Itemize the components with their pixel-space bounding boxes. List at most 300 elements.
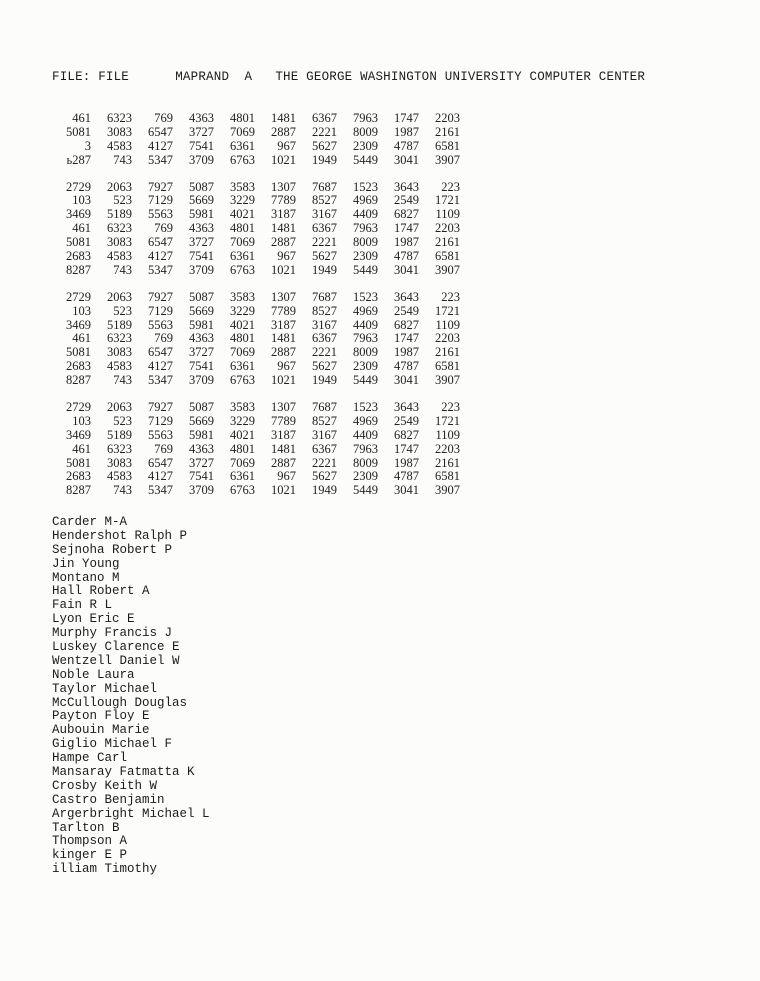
number-cell: 6361 bbox=[230, 469, 255, 484]
number-cell: 6547 bbox=[148, 124, 173, 139]
number-cell: 6323 bbox=[107, 331, 132, 346]
number-row bbox=[50, 429, 460, 443]
page-header bbox=[52, 70, 645, 84]
number-cell: 3907 bbox=[435, 373, 460, 388]
number-cell: 7927 bbox=[148, 400, 173, 415]
list-item: kinger E P bbox=[52, 848, 128, 863]
number-cell: 8287 bbox=[66, 262, 91, 277]
number-row bbox=[50, 181, 460, 195]
list-item: Mansaray Fatmatta K bbox=[52, 765, 195, 780]
number-cell: 2221 bbox=[312, 235, 337, 250]
number-cell: 7963 bbox=[353, 111, 378, 125]
number-cell: 2203 bbox=[435, 111, 460, 125]
number-cell: 2683 bbox=[66, 469, 91, 484]
number-cell: 6367 bbox=[312, 111, 337, 125]
number-cell: 8009 bbox=[353, 345, 378, 360]
number-cell: 5449 bbox=[353, 152, 378, 167]
number-cell: 2221 bbox=[312, 455, 337, 470]
number-cell: 2203 bbox=[435, 441, 460, 456]
list-item: Hampe Carl bbox=[52, 751, 128, 766]
number-cell: 1481 bbox=[271, 331, 296, 346]
number-cell: 5347 bbox=[148, 483, 173, 498]
number-cell: 3167 bbox=[312, 317, 337, 332]
number-cell: 743 bbox=[113, 483, 132, 498]
number-cell: 1307 bbox=[271, 179, 296, 194]
number-cell: 4787 bbox=[394, 359, 419, 374]
number-cell: 3083 bbox=[107, 345, 132, 360]
number-cell: 4021 bbox=[230, 427, 255, 442]
list-item: Aubouin Marie bbox=[52, 723, 150, 738]
number-row bbox=[50, 443, 460, 457]
number-cell: 1523 bbox=[353, 289, 378, 304]
number-cell: 5669 bbox=[189, 303, 214, 318]
number-cell: 1307 bbox=[271, 289, 296, 304]
number-cell: 4583 bbox=[107, 138, 132, 153]
number-cell: 2683 bbox=[66, 249, 91, 264]
number-cell: 2203 bbox=[435, 221, 460, 236]
number-cell: 6581 bbox=[435, 138, 460, 153]
number-block bbox=[50, 291, 460, 388]
list-item: Wentzell Daniel W bbox=[52, 653, 180, 668]
number-cell: 4801 bbox=[230, 441, 255, 456]
number-cell: 2549 bbox=[394, 303, 419, 318]
number-cell: 5981 bbox=[189, 317, 214, 332]
number-cell: 1987 bbox=[394, 455, 419, 470]
number-cell: 5347 bbox=[148, 262, 173, 277]
number-cell: 2063 bbox=[107, 400, 132, 415]
number-cell: 1109 bbox=[435, 317, 460, 332]
number-cell: 1987 bbox=[394, 235, 419, 250]
number-cell: 8009 bbox=[353, 455, 378, 470]
number-cell: 6581 bbox=[435, 469, 460, 484]
number-cell: 6361 bbox=[230, 359, 255, 374]
number-cell: 3583 bbox=[230, 289, 255, 304]
number-row bbox=[50, 126, 460, 140]
number-cell: 6367 bbox=[312, 221, 337, 236]
number-cell: 4363 bbox=[189, 331, 214, 346]
number-cell: 3229 bbox=[230, 303, 255, 318]
number-row bbox=[50, 222, 460, 236]
number-cell: 4127 bbox=[148, 249, 173, 264]
number-cell: 7069 bbox=[230, 455, 255, 470]
number-cell: 2887 bbox=[271, 124, 296, 139]
number-cell: 3083 bbox=[107, 235, 132, 250]
number-cell: 5081 bbox=[66, 345, 91, 360]
number-cell: 5449 bbox=[353, 373, 378, 388]
number-cell: 4127 bbox=[148, 359, 173, 374]
name-list bbox=[52, 516, 210, 877]
number-cell: 1021 bbox=[271, 483, 296, 498]
number-cell: 7541 bbox=[189, 138, 214, 153]
number-cell: 2729 bbox=[66, 179, 91, 194]
number-cell: 5669 bbox=[189, 413, 214, 428]
number-cell: 7687 bbox=[312, 179, 337, 194]
number-cell: 6763 bbox=[230, 483, 255, 498]
number-cell: 1949 bbox=[312, 483, 337, 498]
number-cell: 1747 bbox=[394, 221, 419, 236]
number-cell: 3187 bbox=[271, 207, 296, 222]
number-cell: 3083 bbox=[107, 124, 132, 139]
number-cell: 4363 bbox=[189, 221, 214, 236]
number-cell: 2887 bbox=[271, 235, 296, 250]
number-cell: 3643 bbox=[394, 289, 419, 304]
number-cell: 7129 bbox=[148, 413, 173, 428]
list-item: Argerbright Michael L bbox=[52, 806, 210, 821]
number-cell: 7963 bbox=[353, 331, 378, 346]
number-cell: 1021 bbox=[271, 373, 296, 388]
number-cell: 6367 bbox=[312, 441, 337, 456]
number-cell: 5087 bbox=[189, 400, 214, 415]
number-cell: 1481 bbox=[271, 111, 296, 125]
number-cell: 1747 bbox=[394, 111, 419, 125]
number-cell: 1481 bbox=[271, 441, 296, 456]
number-cell: 5449 bbox=[353, 483, 378, 498]
number-cell: 5627 bbox=[312, 138, 337, 153]
number-cell: 6361 bbox=[230, 138, 255, 153]
number-cell: 6323 bbox=[107, 221, 132, 236]
number-row bbox=[50, 360, 460, 374]
number-cell: 3907 bbox=[435, 262, 460, 277]
number-cell: 6323 bbox=[107, 111, 132, 125]
number-cell: 4583 bbox=[107, 469, 132, 484]
number-cell: 4127 bbox=[148, 138, 173, 153]
number-cell: 1109 bbox=[435, 427, 460, 442]
number-cell: ь287 bbox=[66, 152, 91, 167]
number-cell: 1523 bbox=[353, 179, 378, 194]
number-cell: 4021 bbox=[230, 317, 255, 332]
list-item: Tarlton B bbox=[52, 820, 120, 835]
number-cell: 4787 bbox=[394, 469, 419, 484]
number-cell: 3907 bbox=[435, 152, 460, 167]
number-cell: 4583 bbox=[107, 359, 132, 374]
number-cell: 769 bbox=[154, 111, 173, 125]
number-row bbox=[50, 457, 460, 471]
number-row bbox=[50, 236, 460, 250]
number-cell: 4787 bbox=[394, 249, 419, 264]
number-cell: 5189 bbox=[107, 317, 132, 332]
number-cell: 223 bbox=[441, 179, 460, 194]
number-cell: 3 bbox=[84, 138, 91, 153]
number-cell: 4409 bbox=[353, 317, 378, 332]
number-cell: 2063 bbox=[107, 179, 132, 194]
number-cell: 2221 bbox=[312, 345, 337, 360]
number-row bbox=[50, 415, 460, 429]
number-cell: 5627 bbox=[312, 359, 337, 374]
number-cell: 4801 bbox=[230, 111, 255, 125]
number-cell: 3727 bbox=[189, 455, 214, 470]
number-cell: 2161 bbox=[435, 235, 460, 250]
number-cell: 5563 bbox=[148, 427, 173, 442]
number-cell: 6763 bbox=[230, 373, 255, 388]
number-cell: 1021 bbox=[271, 262, 296, 277]
number-cell: 1949 bbox=[312, 152, 337, 167]
list-item: Crosby Keith W bbox=[52, 778, 158, 793]
number-cell: 7789 bbox=[271, 413, 296, 428]
number-cell: 6581 bbox=[435, 249, 460, 264]
number-cell: 2549 bbox=[394, 193, 419, 208]
program-name: MAPRAND A bbox=[175, 70, 253, 84]
number-cell: 223 bbox=[441, 400, 460, 415]
list-item: Jin Young bbox=[52, 556, 120, 571]
list-item: Luskey Clarence E bbox=[52, 640, 180, 655]
number-block bbox=[50, 112, 460, 168]
number-cell: 5449 bbox=[353, 262, 378, 277]
list-item: illiam Timothy bbox=[52, 862, 158, 877]
number-block bbox=[50, 401, 460, 498]
list-item: Murphy Francis J bbox=[52, 626, 173, 641]
number-cell: 5981 bbox=[189, 207, 214, 222]
number-cell: 7687 bbox=[312, 289, 337, 304]
number-cell: 3583 bbox=[230, 179, 255, 194]
number-row bbox=[50, 305, 460, 319]
number-cell: 1721 bbox=[435, 413, 460, 428]
number-cell: 7069 bbox=[230, 235, 255, 250]
number-cell: 6323 bbox=[107, 441, 132, 456]
number-row bbox=[50, 140, 460, 154]
number-cell: 5347 bbox=[148, 373, 173, 388]
number-row bbox=[50, 484, 460, 498]
number-cell: 3187 bbox=[271, 427, 296, 442]
number-cell: 3709 bbox=[189, 373, 214, 388]
number-cell: 1987 bbox=[394, 345, 419, 360]
number-cell: 3229 bbox=[230, 193, 255, 208]
number-cell: 3469 bbox=[66, 427, 91, 442]
number-cell: 7069 bbox=[230, 124, 255, 139]
number-cell: 5627 bbox=[312, 469, 337, 484]
number-cell: 5189 bbox=[107, 427, 132, 442]
number-row bbox=[50, 470, 460, 484]
number-cell: 2309 bbox=[353, 249, 378, 264]
number-cell: 3727 bbox=[189, 124, 214, 139]
number-cell: 6547 bbox=[148, 345, 173, 360]
list-item: Castro Benjamin bbox=[52, 792, 165, 807]
number-cell: 5627 bbox=[312, 249, 337, 264]
number-cell: 3187 bbox=[271, 317, 296, 332]
number-cell: 3041 bbox=[394, 262, 419, 277]
number-cell: 1987 bbox=[394, 124, 419, 139]
number-cell: 5081 bbox=[66, 455, 91, 470]
number-cell: 4409 bbox=[353, 427, 378, 442]
list-item: Montano M bbox=[52, 570, 120, 585]
number-cell: 223 bbox=[441, 289, 460, 304]
number-cell: 743 bbox=[113, 152, 132, 167]
number-cell: 6827 bbox=[394, 427, 419, 442]
number-cell: 1307 bbox=[271, 400, 296, 415]
number-cell: 4969 bbox=[353, 303, 378, 318]
number-row bbox=[50, 319, 460, 333]
list-item: Giglio Michael F bbox=[52, 737, 173, 752]
number-cell: 2221 bbox=[312, 124, 337, 139]
number-cell: 7129 bbox=[148, 303, 173, 318]
number-cell: 6361 bbox=[230, 249, 255, 264]
number-cell: 5981 bbox=[189, 427, 214, 442]
number-cell: 1021 bbox=[271, 152, 296, 167]
number-cell: 3727 bbox=[189, 345, 214, 360]
number-cell: 8009 bbox=[353, 235, 378, 250]
number-cell: 4801 bbox=[230, 221, 255, 236]
number-block bbox=[50, 181, 460, 278]
number-cell: 2063 bbox=[107, 289, 132, 304]
list-item: Thompson A bbox=[52, 834, 128, 849]
number-grid bbox=[50, 112, 460, 511]
number-cell: 4969 bbox=[353, 193, 378, 208]
number-cell: 523 bbox=[113, 413, 132, 428]
number-cell: 4409 bbox=[353, 207, 378, 222]
number-cell: 7927 bbox=[148, 179, 173, 194]
list-item: Hendershot Ralph P bbox=[52, 528, 188, 543]
list-item: Hall Robert A bbox=[52, 584, 150, 599]
number-cell: 6827 bbox=[394, 207, 419, 222]
list-item: Noble Laura bbox=[52, 667, 135, 682]
number-cell: 3643 bbox=[394, 179, 419, 194]
number-cell: 5081 bbox=[66, 235, 91, 250]
number-cell: 2203 bbox=[435, 331, 460, 346]
number-cell: 461 bbox=[72, 441, 91, 456]
number-cell: 4583 bbox=[107, 249, 132, 264]
number-cell: 5081 bbox=[66, 124, 91, 139]
number-cell: 8527 bbox=[312, 413, 337, 428]
number-cell: 6547 bbox=[148, 455, 173, 470]
number-cell: 5087 bbox=[189, 289, 214, 304]
number-row bbox=[50, 194, 460, 208]
number-cell: 7789 bbox=[271, 193, 296, 208]
number-cell: 3083 bbox=[107, 455, 132, 470]
number-cell: 3709 bbox=[189, 262, 214, 277]
number-cell: 8527 bbox=[312, 303, 337, 318]
number-cell: 3643 bbox=[394, 400, 419, 415]
number-cell: 1949 bbox=[312, 373, 337, 388]
number-cell: 5669 bbox=[189, 193, 214, 208]
number-cell: 4127 bbox=[148, 469, 173, 484]
number-cell: 2309 bbox=[353, 359, 378, 374]
list-item: Fain R L bbox=[52, 598, 113, 613]
number-cell: 523 bbox=[113, 193, 132, 208]
list-item: Lyon Eric E bbox=[52, 612, 135, 627]
list-item: Taylor Michael bbox=[52, 681, 158, 696]
list-item: Payton Floy E bbox=[52, 709, 150, 724]
number-cell: 769 bbox=[154, 221, 173, 236]
number-cell: 743 bbox=[113, 262, 132, 277]
institution-name: THE GEORGE WASHINGTON UNIVERSITY COMPUTER CENTER bbox=[275, 70, 646, 84]
number-cell: 6547 bbox=[148, 235, 173, 250]
number-cell: 8287 bbox=[66, 483, 91, 498]
number-cell: 1721 bbox=[435, 193, 460, 208]
number-cell: 7541 bbox=[189, 359, 214, 374]
number-cell: 3041 bbox=[394, 373, 419, 388]
number-cell: 5563 bbox=[148, 207, 173, 222]
number-cell: 2549 bbox=[394, 413, 419, 428]
number-cell: 7963 bbox=[353, 441, 378, 456]
number-cell: 5563 bbox=[148, 317, 173, 332]
number-cell: 461 bbox=[72, 111, 91, 125]
number-cell: 1747 bbox=[394, 441, 419, 456]
number-cell: 2161 bbox=[435, 124, 460, 139]
number-cell: 967 bbox=[277, 138, 296, 153]
number-cell: 1109 bbox=[435, 207, 460, 222]
number-cell: 2887 bbox=[271, 345, 296, 360]
number-cell: 5347 bbox=[148, 152, 173, 167]
number-cell: 6581 bbox=[435, 359, 460, 374]
number-cell: 4801 bbox=[230, 331, 255, 346]
number-cell: 3469 bbox=[66, 317, 91, 332]
number-row bbox=[50, 112, 460, 126]
number-cell: 769 bbox=[154, 331, 173, 346]
number-cell: 3167 bbox=[312, 427, 337, 442]
number-cell: 967 bbox=[277, 249, 296, 264]
number-cell: 2887 bbox=[271, 455, 296, 470]
number-cell: 8527 bbox=[312, 193, 337, 208]
number-cell: 7541 bbox=[189, 469, 214, 484]
number-cell: 4969 bbox=[353, 413, 378, 428]
number-cell: 7129 bbox=[148, 193, 173, 208]
number-cell: 2729 bbox=[66, 400, 91, 415]
number-cell: 7541 bbox=[189, 249, 214, 264]
number-cell: 7687 bbox=[312, 400, 337, 415]
number-cell: 1523 bbox=[353, 400, 378, 415]
number-cell: 3041 bbox=[394, 483, 419, 498]
number-cell: 8009 bbox=[353, 124, 378, 139]
number-cell: 3469 bbox=[66, 207, 91, 222]
number-cell: 5087 bbox=[189, 179, 214, 194]
number-cell: 1747 bbox=[394, 331, 419, 346]
number-cell: 4363 bbox=[189, 111, 214, 125]
number-cell: 1721 bbox=[435, 303, 460, 318]
number-cell: 2161 bbox=[435, 345, 460, 360]
number-cell: 3041 bbox=[394, 152, 419, 167]
number-cell: 3907 bbox=[435, 483, 460, 498]
number-cell: 3727 bbox=[189, 235, 214, 250]
number-row bbox=[50, 250, 460, 264]
number-row bbox=[50, 332, 460, 346]
list-item: Carder M-A bbox=[52, 515, 128, 529]
number-cell: 1949 bbox=[312, 262, 337, 277]
number-cell: 461 bbox=[72, 331, 91, 346]
number-cell: 4021 bbox=[230, 207, 255, 222]
number-row bbox=[50, 208, 460, 222]
number-cell: 103 bbox=[72, 193, 91, 208]
number-cell: 743 bbox=[113, 373, 132, 388]
number-cell: 4363 bbox=[189, 441, 214, 456]
number-cell: 103 bbox=[72, 303, 91, 318]
number-cell: 6763 bbox=[230, 152, 255, 167]
number-cell: 7789 bbox=[271, 303, 296, 318]
file-label: FILE: FILE bbox=[52, 70, 130, 84]
number-cell: 6827 bbox=[394, 317, 419, 332]
number-cell: 2309 bbox=[353, 138, 378, 153]
number-row bbox=[50, 401, 460, 415]
number-cell: 2161 bbox=[435, 455, 460, 470]
list-item: McCullough Douglas bbox=[52, 695, 188, 710]
number-cell: 967 bbox=[277, 359, 296, 374]
number-cell: 7963 bbox=[353, 221, 378, 236]
number-cell: 523 bbox=[113, 303, 132, 318]
number-row bbox=[50, 264, 460, 278]
number-cell: 3167 bbox=[312, 207, 337, 222]
number-cell: 2683 bbox=[66, 359, 91, 374]
number-cell: 6763 bbox=[230, 262, 255, 277]
number-row bbox=[50, 154, 460, 168]
number-cell: 967 bbox=[277, 469, 296, 484]
number-cell: 7069 bbox=[230, 345, 255, 360]
number-cell: 6367 bbox=[312, 331, 337, 346]
number-cell: 8287 bbox=[66, 373, 91, 388]
number-cell: 3229 bbox=[230, 413, 255, 428]
number-cell: 3583 bbox=[230, 400, 255, 415]
number-cell: 5189 bbox=[107, 207, 132, 222]
number-row bbox=[50, 291, 460, 305]
number-cell: 103 bbox=[72, 413, 91, 428]
number-row bbox=[50, 374, 460, 388]
